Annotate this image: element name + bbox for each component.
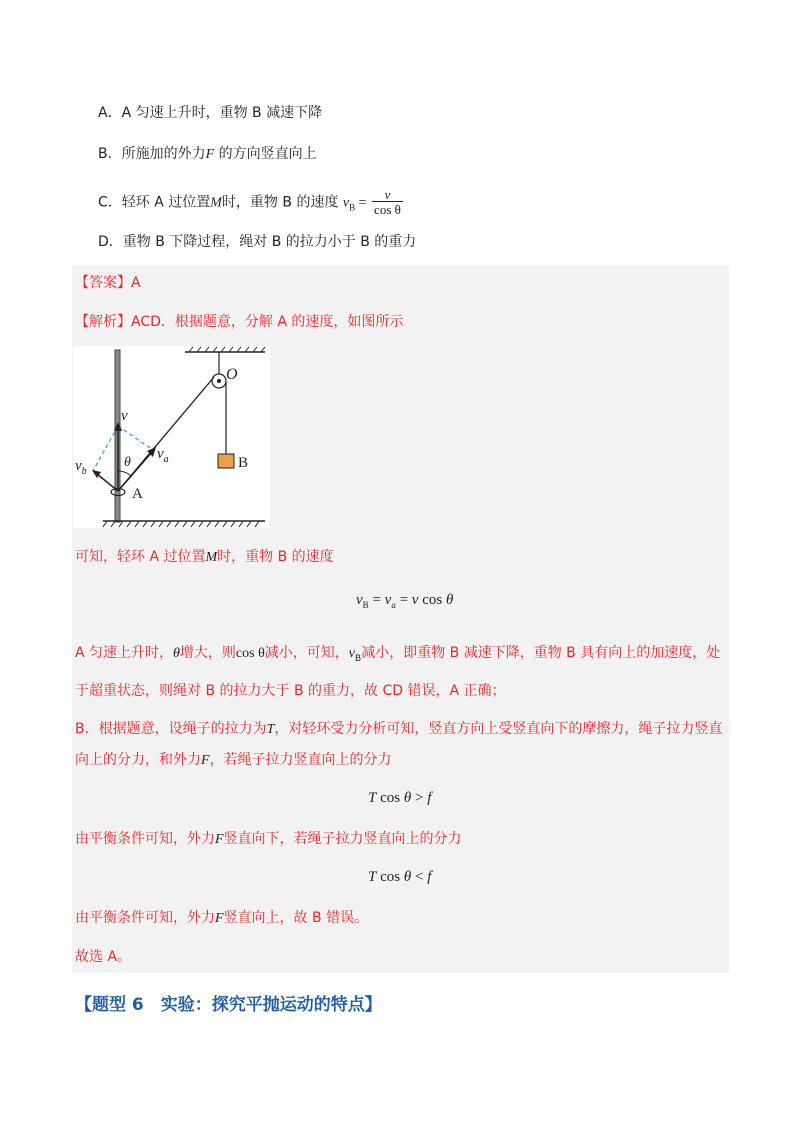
- option-b-post: 的方向竖直向上: [214, 146, 317, 162]
- equation-2: T cos θ > f: [368, 790, 432, 806]
- option-c: [98, 188, 403, 217]
- analysis-para3: [75, 830, 462, 849]
- option-c-den: cos θ: [374, 202, 401, 217]
- section-heading: 【题型 6 实验：探究平抛运动的特点】: [75, 995, 382, 1015]
- line1-var: M: [205, 550, 218, 565]
- label-vb: v: [75, 458, 82, 474]
- para2-t: T: [266, 722, 275, 737]
- label-vb-sub: b: [81, 466, 87, 477]
- svg-text:va: [157, 446, 169, 465]
- para1-theta: θ: [173, 646, 180, 661]
- para2-l2-pre: 向上的分力，和外力: [75, 752, 201, 768]
- label-b: B: [238, 455, 249, 471]
- answer-label: 【答案】A: [75, 275, 141, 291]
- para1-vb-sub: B: [355, 653, 362, 664]
- option-d-text: D．重物 B 下降过程，绳对 B 的拉力小于 B 的重力: [98, 234, 417, 250]
- para1-pre: A 匀速上升时，: [75, 645, 174, 661]
- para4-post: 竖直向上，故 B 错误。: [223, 910, 369, 926]
- analysis-para1-line1: [75, 644, 720, 668]
- label-theta: θ: [124, 455, 131, 470]
- block-b: [218, 454, 234, 468]
- svg-text:vb: [75, 458, 87, 477]
- label-va: v: [157, 446, 164, 462]
- para2-l2-f: F: [201, 753, 210, 768]
- option-d: [98, 233, 416, 251]
- figure-svg: [73, 346, 270, 528]
- para1-mid2: 减小，可知，: [264, 645, 349, 661]
- para3-pre: 由平衡条件可知，外力: [75, 831, 215, 847]
- para4-pre: 由平衡条件可知，外力: [75, 910, 215, 926]
- option-b-pre: B．所施加的外力: [98, 146, 206, 162]
- para2-l2-post: ，若绳子拉力竖直向上的分力: [209, 752, 392, 768]
- equation-3: T cos θ < f: [368, 869, 432, 885]
- para3-f: F: [215, 832, 224, 847]
- option-c-lhs-sub: B: [349, 202, 356, 213]
- label-v: v: [121, 408, 128, 424]
- option-c-var: M: [210, 195, 222, 211]
- analysis-para2-line1: [75, 720, 722, 739]
- analysis-para1-line2: 于超重状态，则绳对 B 的拉力大于 B 的重力，故 CD 错误，A 正确；: [75, 683, 506, 699]
- para2-pre: B．根据题意，设绳子的拉力为: [75, 721, 267, 737]
- line1-post: 时，重物 B 的速度: [217, 549, 334, 565]
- velocity-decomposition-figure: [73, 346, 270, 528]
- para1-vb: v: [348, 646, 356, 661]
- option-c-mid: 时，重物 B 的速度: [221, 194, 339, 211]
- option-a-text: A．A 匀速上升时，重物 B 减速下降: [98, 105, 323, 121]
- line1-pre: 可知，轻环 A 过位置: [75, 549, 206, 565]
- label-o: O: [226, 366, 238, 383]
- analysis-intro: 【解析】ACD．根据题意，分解 A 的速度，如图所示: [75, 314, 404, 330]
- analysis-para2-line2: [75, 751, 392, 770]
- option-b: [98, 145, 317, 164]
- option-b-var: F: [205, 147, 215, 162]
- analysis-line1: [75, 548, 334, 567]
- para3-post: 竖直向下，若绳子拉力竖直向上的分力: [223, 831, 462, 847]
- option-c-lhs: v: [342, 195, 350, 211]
- para1-post: 减小，即重物 B 减速下降，重物 B 具有向上的加速度，处: [361, 645, 721, 661]
- option-c-pre: C．轻环 A 过位置: [98, 194, 211, 211]
- para4-f: F: [215, 911, 224, 926]
- option-c-eq: =: [355, 195, 371, 211]
- equation-1: $v_B = v_a = v$ cos θ: [356, 592, 454, 610]
- para1-cos: cos θ: [235, 646, 265, 661]
- option-a: [98, 104, 322, 122]
- para2-post: ，对轻环受力分析可知，竖直方向上受竖直向下的摩擦力，绳子拉力竖直: [274, 721, 723, 737]
- analysis-para4: [75, 909, 368, 928]
- label-a: A: [132, 486, 143, 502]
- para1-mid: 增大，则: [179, 645, 236, 661]
- analysis-conclusion: 故选 A。: [75, 949, 132, 965]
- option-c-fraction: [372, 188, 403, 217]
- label-va-sub: a: [163, 454, 169, 465]
- option-c-num: v: [384, 187, 391, 202]
